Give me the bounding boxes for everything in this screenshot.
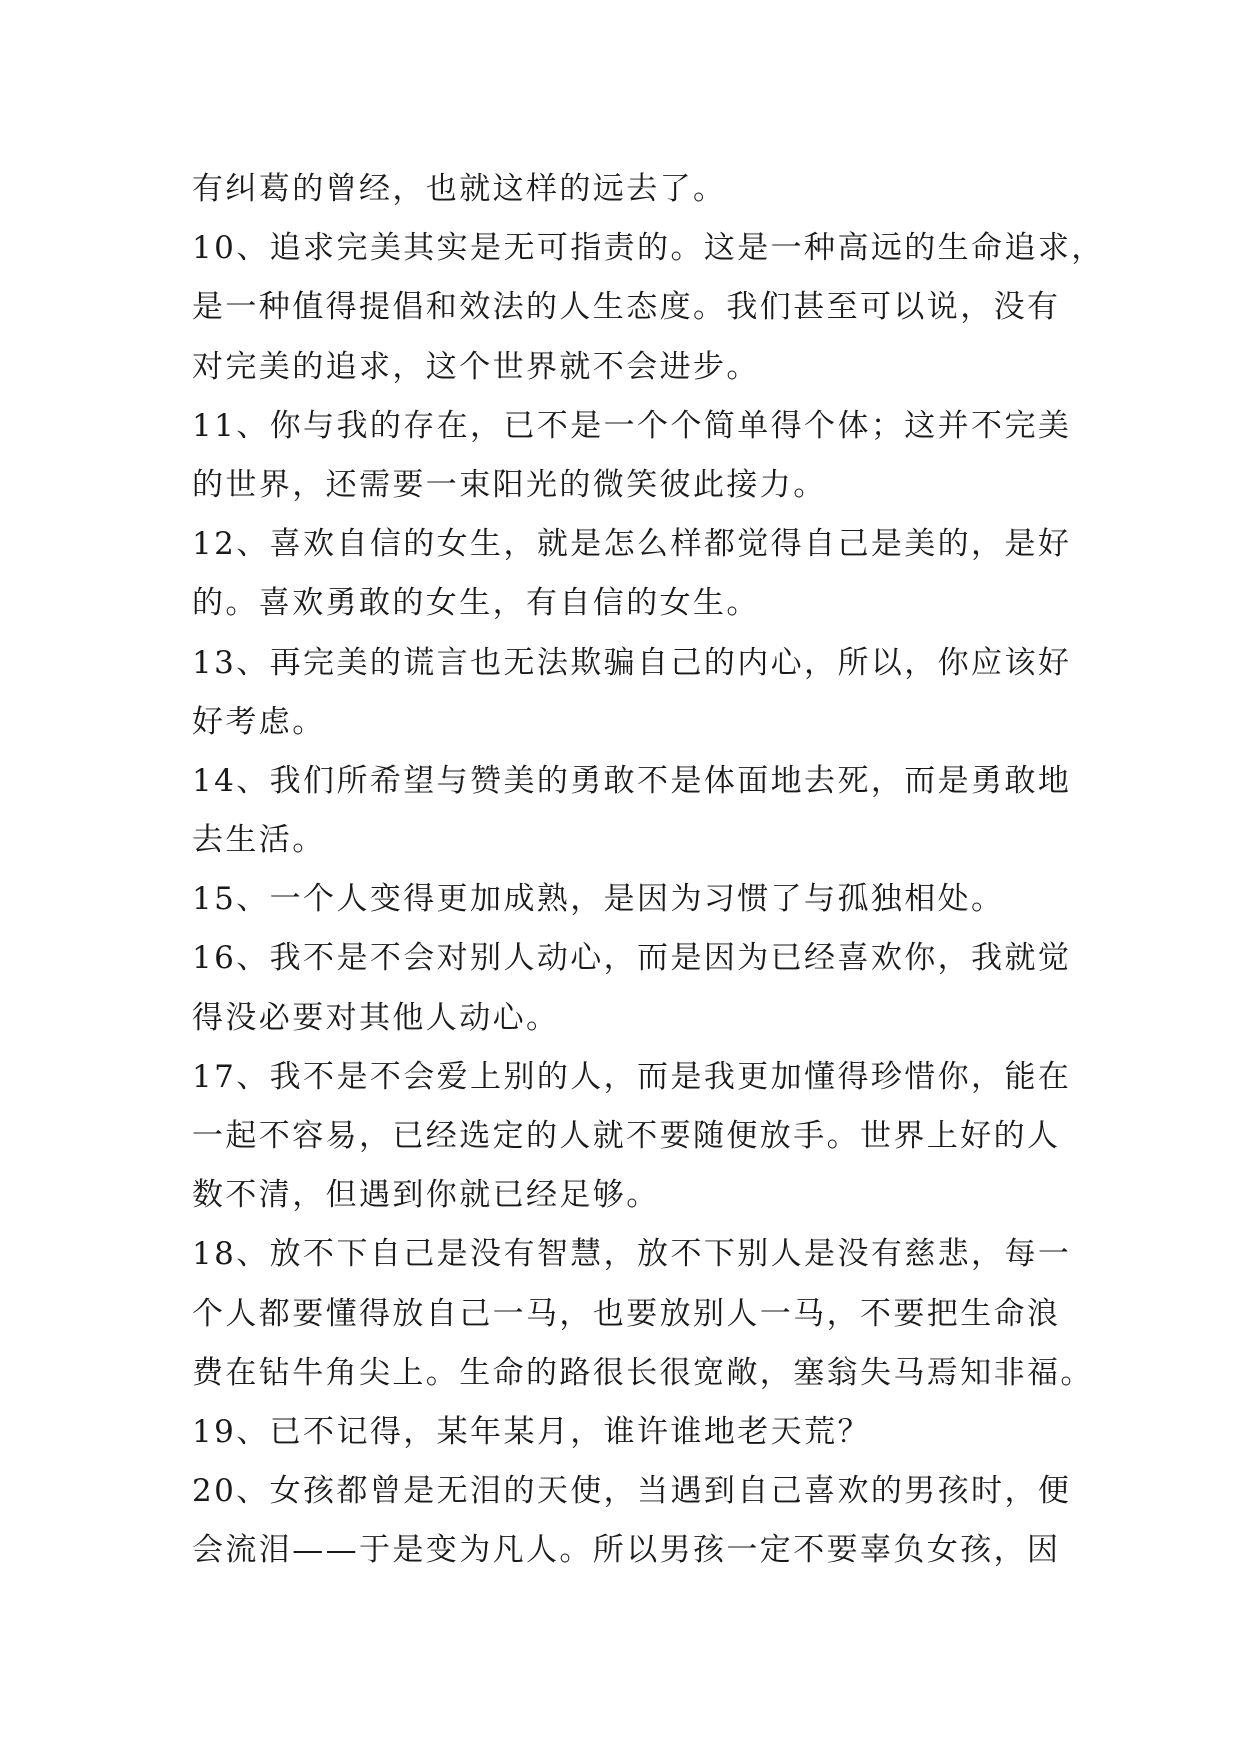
text-line: 12、喜欢自信的女生，就是怎么样都觉得自己是美的，是好 <box>192 526 1072 563</box>
text-line: 10、追求完美其实是无可指责的。这是一种高远的生命追求， <box>192 230 1105 267</box>
text-line: 一起不容易，已经选定的人就不要随便放手。世界上好的人 <box>192 1118 1061 1154</box>
text-line: 20、女孩都曾是无泪的天使，当遇到自己喜欢的男孩时，便 <box>192 1473 1072 1510</box>
text-line: 16、我不是不会对别人动心，而是因为已经喜欢你，我就觉 <box>192 940 1072 977</box>
text-line: 得没必要对其他人动心。 <box>192 999 560 1036</box>
text-line: 17、我不是不会爱上别的人，而是我更加懂得珍惜你，能在 <box>192 1058 1072 1095</box>
document-body <box>192 160 1105 1581</box>
text-line: 11、你与我的存在，已不是一个个简单得个体；这并不完美 <box>192 407 1072 444</box>
text-line: 15、一个人变得更加成熟，是因为习惯了与孤独相处。 <box>192 881 1005 918</box>
text-line: 的世界，还需要一束阳光的微笑彼此接力。 <box>192 466 827 503</box>
text-line: 好考虑。 <box>192 703 326 740</box>
text-line: 会流泪——于是变为凡人。所以男孩一定不要辜负女孩，因 <box>192 1532 1061 1569</box>
text-line: 的。喜欢勇敢的女生，有自信的女生。 <box>192 585 760 622</box>
text-line: 对完美的追求，这个世界就不会进步。 <box>192 348 760 385</box>
text-line: 14、我们所希望与赞美的勇敢不是体面地去死，而是勇敢地 <box>192 762 1072 799</box>
text-line: 18、放不下自己是没有智慧，放不下别人是没有慈悲，每一 <box>192 1236 1072 1273</box>
text-line: 有纠葛的曾经，也就这样的远去了。 <box>192 171 727 207</box>
text-line: 数不清，但遇到你就已经足够。 <box>192 1177 660 1214</box>
text-line: 19、已不记得，某年某月，谁许谁地老天荒？ <box>192 1413 871 1450</box>
text-line: 费在钻牛角尖上。生命的路很长很宽敞，塞翁失马焉知非福。 <box>192 1354 1094 1391</box>
text-line: 个人都要懂得放自己一马，也要放别人一马，不要把生命浪 <box>192 1295 1061 1332</box>
text-line: 是一种值得提倡和效法的人生态度。我们甚至可以说，没有 <box>192 289 1061 326</box>
text-line: 去生活。 <box>192 822 326 859</box>
text-line: 13、再完美的谎言也无法欺骗自己的内心，所以，你应该好 <box>192 644 1072 681</box>
